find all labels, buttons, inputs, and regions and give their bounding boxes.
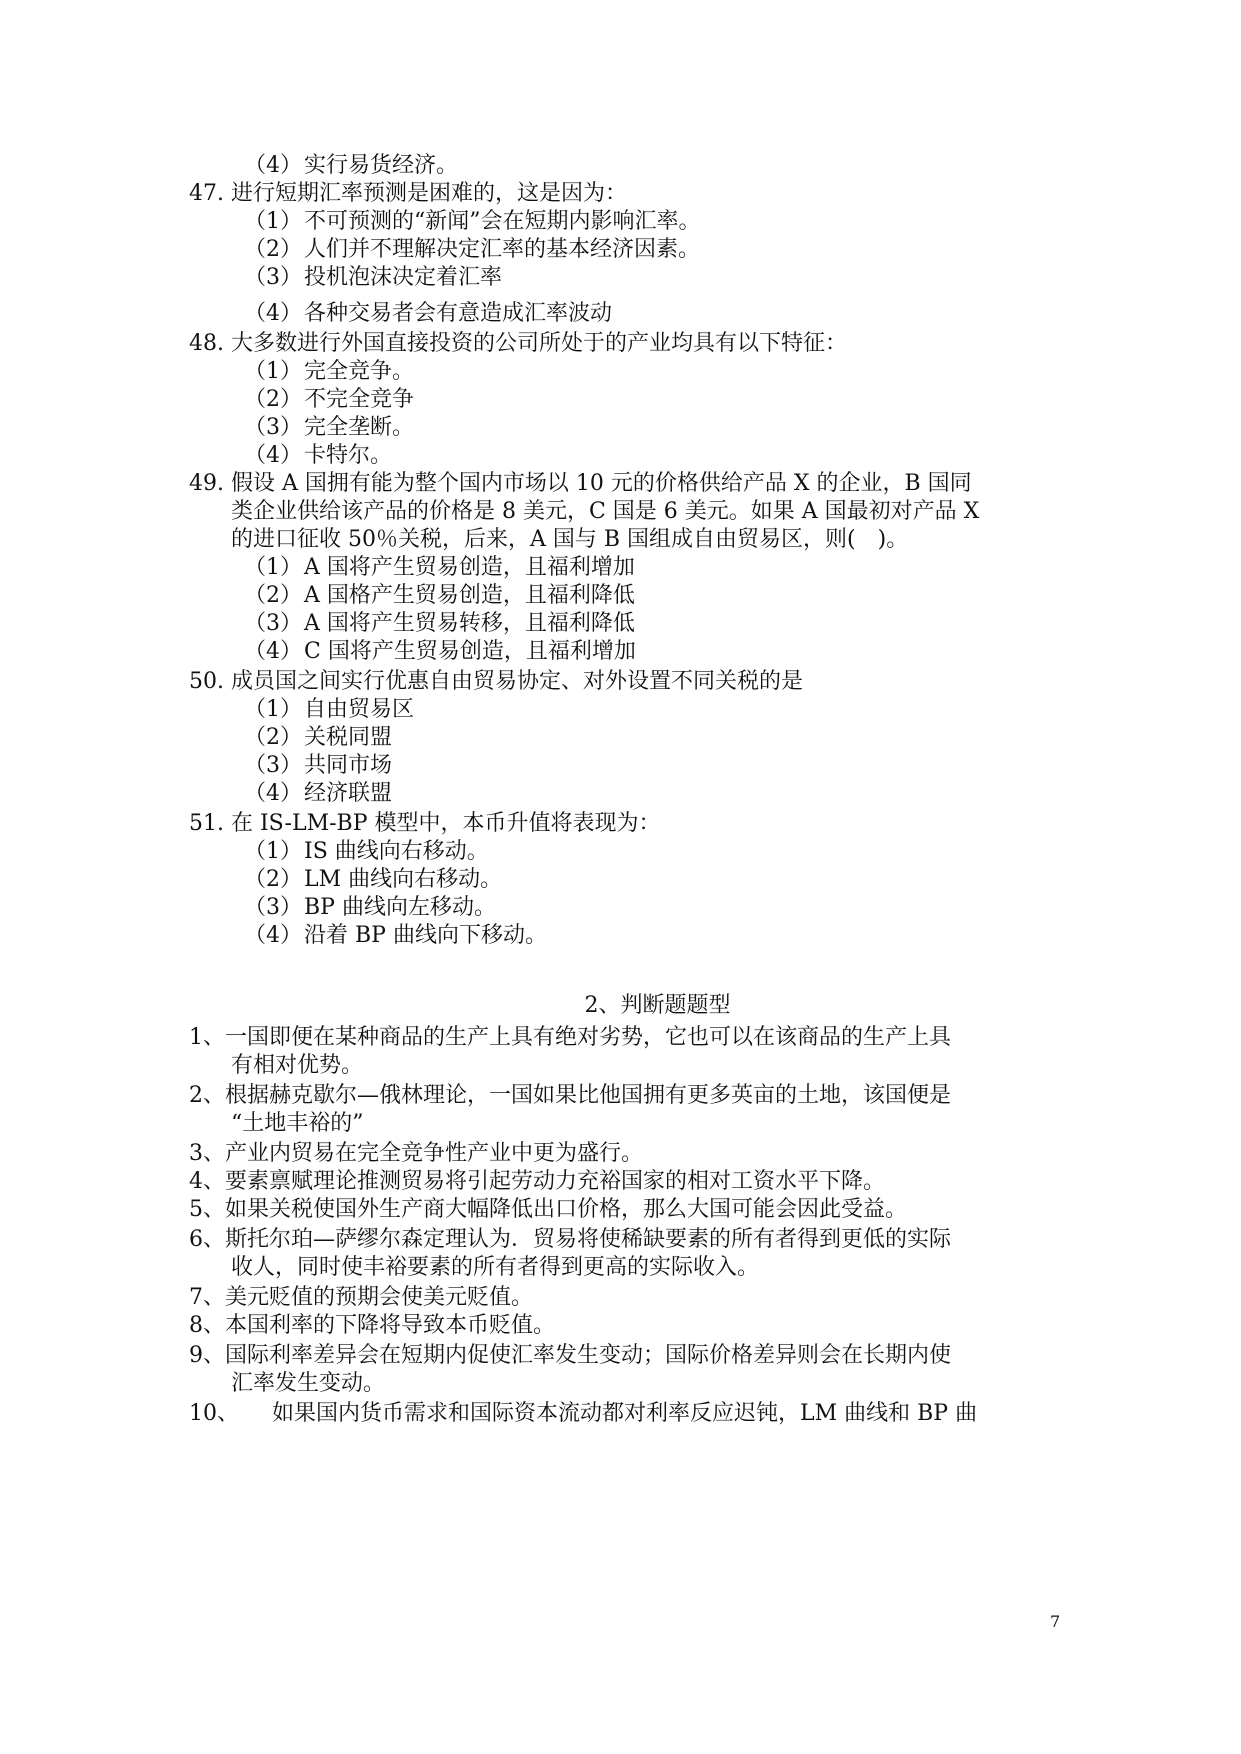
option-number: （3） [244, 265, 302, 290]
option-line [0, 866, 1241, 894]
line-text: A 国将产生贸易转移，且福利降低 [304, 611, 635, 636]
option-line [0, 300, 1241, 328]
line-text: 汇率发生变动。 [231, 1371, 386, 1396]
line-text: 有相对优势。 [231, 1053, 364, 1078]
question-line [0, 810, 1241, 838]
line-text: 完全竞争。 [304, 359, 415, 384]
option-number: （4） [244, 781, 302, 806]
option-number: （2） [244, 237, 302, 262]
line-text: BP 曲线向左移动。 [304, 895, 496, 920]
option-line [0, 638, 1241, 666]
line-text: 关税同盟 [304, 725, 393, 750]
line-text: 9、国际利率差异会在短期内促使汇率发生变动；国际价格差异则会在长期内使 [189, 1343, 951, 1368]
line-text: 50. 成员国之间实行优惠自由贸易协定、对外设置不同关税的是 [189, 669, 803, 694]
option-line [0, 894, 1241, 922]
line-text: 卡特尔。 [304, 443, 393, 468]
option-number: （4） [244, 923, 302, 948]
option-line [0, 208, 1241, 236]
continuation-line [0, 1110, 1241, 1138]
question-line [0, 668, 1241, 696]
option-line [0, 358, 1241, 386]
option-line [0, 442, 1241, 470]
continuation-line [0, 1370, 1241, 1398]
option-number: （4） [244, 443, 302, 468]
line-text: 自由贸易区 [304, 697, 415, 722]
continuation-line [0, 1052, 1241, 1080]
option-line [0, 152, 1241, 180]
option-line [0, 696, 1241, 724]
option-line [0, 236, 1241, 264]
option-number: （3） [244, 415, 302, 440]
question-line [0, 1400, 1241, 1428]
line-text: 收人，同时使丰裕要素的所有者得到更高的实际收入。 [231, 1255, 760, 1280]
continuation-line [0, 1254, 1241, 1282]
question-line [0, 470, 1241, 498]
question-line [0, 1140, 1241, 1168]
option-number: （1） [244, 209, 302, 234]
line-text: 47. 进行短期汇率预测是困难的，这是因为： [189, 181, 627, 206]
line-text: 5、如果关税使国外生产商大幅降低出口价格，那么大国可能会因此受益。 [189, 1197, 907, 1222]
continuation-line [0, 526, 1241, 554]
option-number: （4） [244, 639, 302, 664]
question-line [0, 1168, 1241, 1196]
option-number: （1） [244, 697, 302, 722]
line-text: 3、产业内贸易在完全竞争性产业中更为盛行。 [189, 1141, 643, 1166]
section-heading [0, 992, 1241, 1020]
line-text: 51. 在 IS-LM-BP 模型中，本币升值将表现为： [189, 811, 661, 836]
line-text: 完全垄断。 [304, 415, 415, 440]
question-line [0, 1024, 1241, 1052]
line-text: 经济联盟 [304, 781, 393, 806]
line-text: 人们并不理解决定汇率的基本经济因素。 [304, 237, 701, 262]
line-text: 2、根据赫克歇尔—俄林理论，一国如果比他国拥有更多英亩的土地，该国便是 [189, 1083, 951, 1108]
option-line [0, 838, 1241, 866]
line-text: LM 曲线向右移动。 [304, 867, 503, 892]
question-line [0, 1284, 1241, 1312]
line-text: 各种交易者会有意造成汇率波动 [304, 301, 613, 326]
line-text: 不可预测的“新闻”会在短期内影响汇率。 [304, 209, 701, 234]
line-text: 6、斯托尔珀—萨缪尔森定理认为．贸易将使稀缺要素的所有者得到更低的实际 [189, 1227, 951, 1252]
option-line [0, 752, 1241, 780]
line-text: IS 曲线向右移动。 [304, 839, 489, 864]
line-text: 1、一国即便在某种商品的生产上具有绝对劣势，它也可以在该商品的生产上具 [189, 1025, 951, 1050]
continuation-line [0, 498, 1241, 526]
line-text: 4、要素禀赋理论推测贸易将引起劳动力充裕国家的相对工资水平下降。 [189, 1169, 885, 1194]
line-text: “土地丰裕的” [231, 1111, 364, 1136]
line-text: 实行易货经济。 [304, 153, 459, 178]
question-line [0, 1082, 1241, 1110]
line-text: 10、 如果国内货币需求和国际资本流动都对利率反应迟钝，LM 曲线和 BP 曲 [189, 1401, 978, 1426]
option-number: （1） [244, 839, 302, 864]
question-line [0, 180, 1241, 208]
option-number: （4） [244, 301, 302, 326]
line-text: A 国格产生贸易创造，且福利降低 [304, 583, 635, 608]
page-number: 7 [1050, 1612, 1061, 1631]
option-line [0, 780, 1241, 808]
line-text: 沿着 BP 曲线向下移动。 [304, 923, 547, 948]
option-line [0, 554, 1241, 582]
option-line [0, 264, 1241, 292]
line-text: C 国将产生贸易创造，且福利增加 [304, 639, 636, 664]
option-line [0, 922, 1241, 950]
question-line [0, 330, 1241, 358]
option-number: （2） [244, 583, 302, 608]
line-text: 2、判断题题型 [584, 993, 731, 1018]
option-number: （1） [244, 359, 302, 384]
line-text: 8、本国利率的下降将导致本币贬值。 [189, 1313, 555, 1338]
line-text: 不完全竞争 [304, 387, 415, 412]
option-number: （4） [244, 153, 302, 178]
line-text: 投机泡沫决定着汇率 [304, 265, 503, 290]
option-line [0, 582, 1241, 610]
line-text: 49. 假设 A 国拥有能为整个国内市场以 10 元的价格供给产品 X 的企业，B 国同 [189, 471, 972, 496]
option-number: （2） [244, 867, 302, 892]
line-text: 48. 大多数进行外国直接投资的公司所处于的产业均具有以下特征： [189, 331, 847, 356]
line-text: 类企业供给该产品的价格是 8 美元，C 国是 6 美元。如果 A 国最初对产品 X [231, 499, 980, 524]
option-number: （2） [244, 725, 302, 750]
question-line [0, 1312, 1241, 1340]
option-number: （3） [244, 611, 302, 636]
question-line [0, 1226, 1241, 1254]
option-line [0, 610, 1241, 638]
question-line [0, 1342, 1241, 1370]
line-text: A 国将产生贸易创造，且福利增加 [304, 555, 635, 580]
line-text: 共同市场 [304, 753, 393, 778]
option-number: （3） [244, 753, 302, 778]
option-number: （3） [244, 895, 302, 920]
option-number: （2） [244, 387, 302, 412]
option-line [0, 724, 1241, 752]
line-text: 7、美元贬值的预期会使美元贬值。 [189, 1285, 533, 1310]
line-text: 的进口征收 50％关税，后来，A 国与 B 国组成自由贸易区，则( )。 [231, 527, 909, 552]
option-line [0, 386, 1241, 414]
question-line [0, 1196, 1241, 1224]
option-line [0, 414, 1241, 442]
option-number: （1） [244, 555, 302, 580]
